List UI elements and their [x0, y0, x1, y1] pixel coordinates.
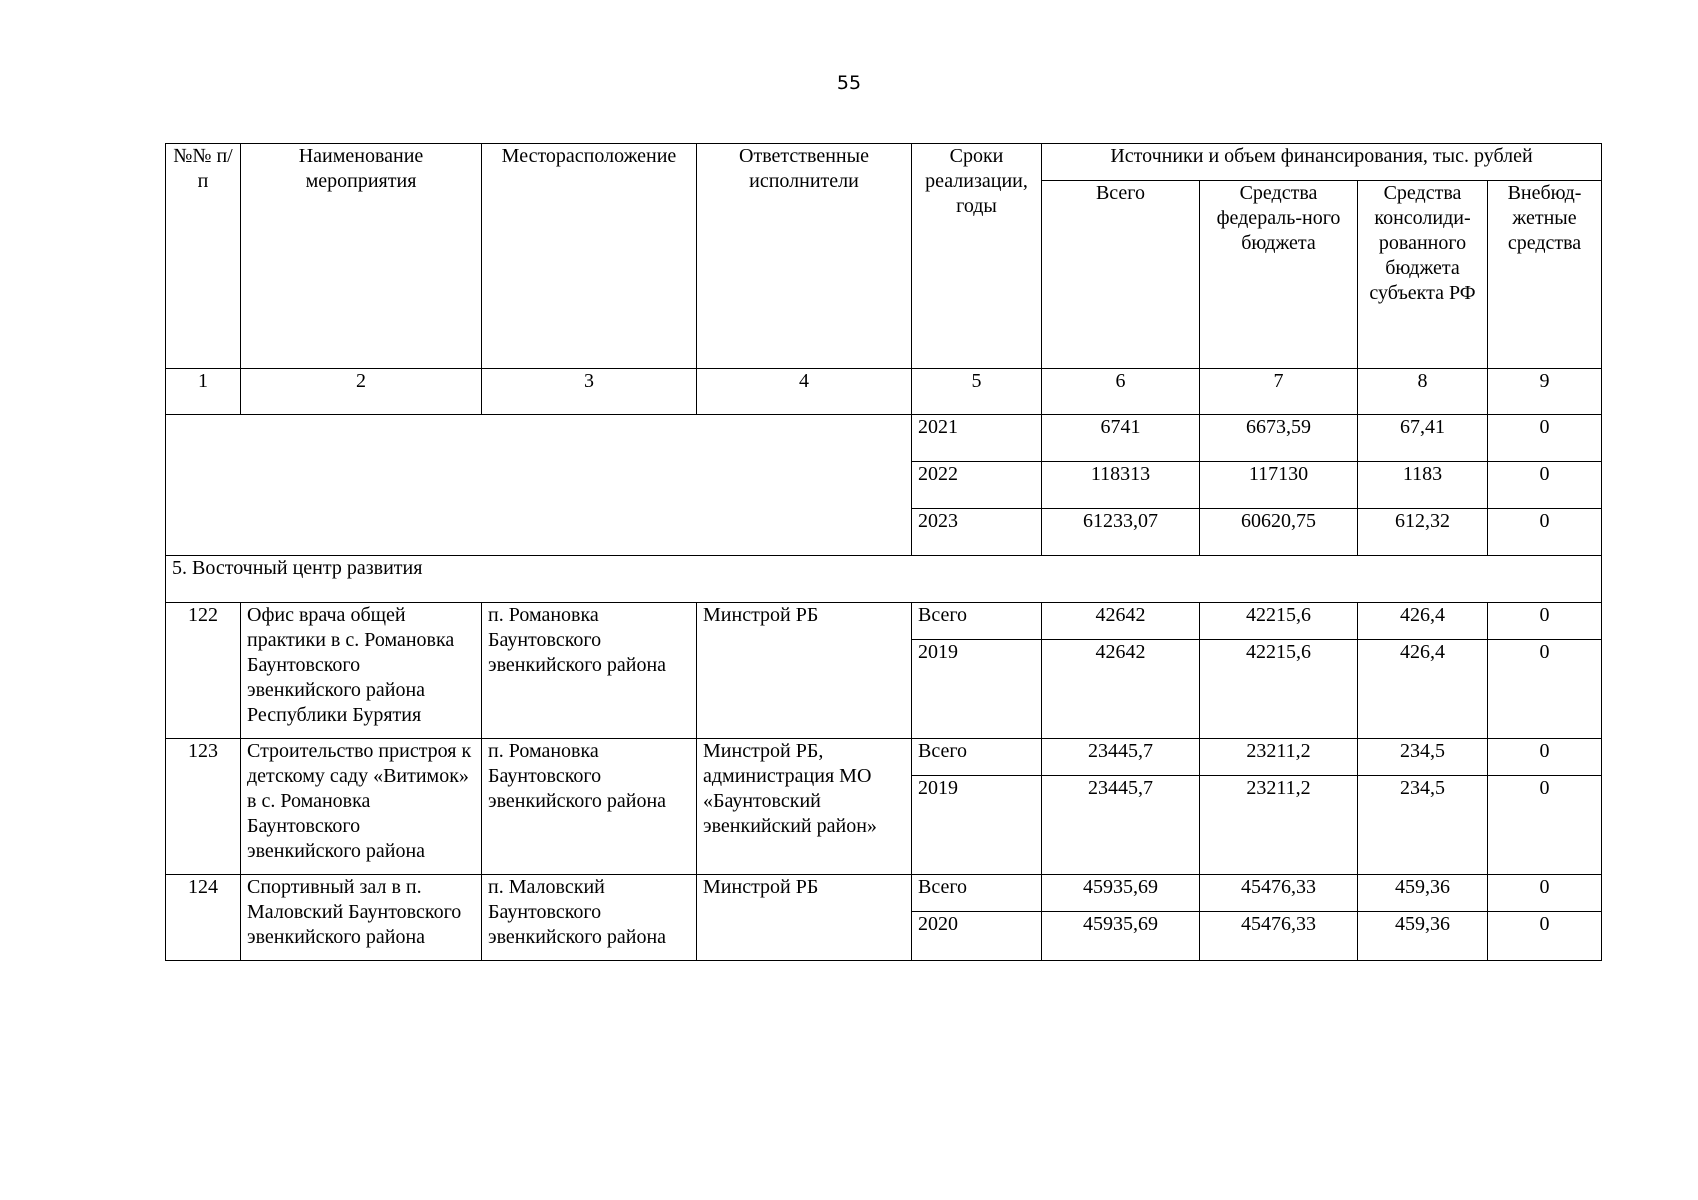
extrabudget-cell: 0: [1488, 509, 1602, 556]
federal-cell: 42215,6: [1200, 640, 1358, 739]
total-cell: 23445,7: [1042, 739, 1200, 776]
extrabudget-cell: 0: [1488, 603, 1602, 640]
header-extrabudget: Внебюд-жетные средства: [1488, 181, 1602, 369]
item-location: п. Романовка Баунтовского эвенкийского района: [482, 739, 697, 875]
period-cell: 2019: [912, 776, 1042, 875]
header-total: Всего: [1042, 181, 1200, 369]
extrabudget-cell: 0: [1488, 739, 1602, 776]
item-number: 122: [166, 603, 241, 739]
federal-cell: 42215,6: [1200, 603, 1358, 640]
regional-cell: 612,32: [1358, 509, 1488, 556]
blank-cell: [166, 415, 912, 556]
total-cell: 23445,7: [1042, 776, 1200, 875]
extrabudget-cell: 0: [1488, 875, 1602, 912]
federal-cell: 23211,2: [1200, 739, 1358, 776]
column-number: 7: [1200, 369, 1358, 415]
table-row: [166, 739, 1602, 776]
total-cell: 45935,69: [1042, 875, 1200, 912]
table-row: [166, 415, 1602, 462]
extrabudget-cell: 0: [1488, 640, 1602, 739]
item-responsible: Минстрой РБ, администрация МО «Баунтовский эвенкийский район»: [697, 739, 912, 875]
column-number: 1: [166, 369, 241, 415]
column-number: 2: [241, 369, 482, 415]
column-number: 8: [1358, 369, 1488, 415]
extrabudget-cell: 0: [1488, 415, 1602, 462]
total-cell: 42642: [1042, 640, 1200, 739]
item-name: Офис врача общей практики в с. Романовка Баунтовского эвенкийского района Республики Бурятия: [241, 603, 482, 739]
regional-cell: 234,5: [1358, 739, 1488, 776]
regional-cell: 459,36: [1358, 912, 1488, 961]
column-number-row: [166, 369, 1602, 415]
page-number: 55: [836, 72, 862, 94]
table-row: [166, 603, 1602, 640]
item-name: Строительство пристроя к детскому саду «Витимок» в с. Романовка Баунтовского эвенкийского района: [241, 739, 482, 875]
header-period: Сроки реализации, годы: [912, 144, 1042, 369]
federal-cell: 6673,59: [1200, 415, 1358, 462]
total-cell: 61233,07: [1042, 509, 1200, 556]
header-federal: Средства федераль-ного бюджета: [1200, 181, 1358, 369]
header-row: [166, 144, 1602, 181]
regional-cell: 426,4: [1358, 640, 1488, 739]
period-cell: 2021: [912, 415, 1042, 462]
column-number: 9: [1488, 369, 1602, 415]
column-number: 3: [482, 369, 697, 415]
period-cell: Всего: [912, 875, 1042, 912]
federal-cell: 60620,75: [1200, 509, 1358, 556]
header-responsible: Ответственные исполнители: [697, 144, 912, 369]
total-cell: 42642: [1042, 603, 1200, 640]
extrabudget-cell: 0: [1488, 776, 1602, 875]
item-responsible: Минстрой РБ: [697, 875, 912, 961]
regional-cell: 67,41: [1358, 415, 1488, 462]
column-number: 5: [912, 369, 1042, 415]
federal-cell: 45476,33: [1200, 912, 1358, 961]
period-cell: 2022: [912, 462, 1042, 509]
federal-cell: 23211,2: [1200, 776, 1358, 875]
item-location: п. Романовка Баунтовского эвенкийского района: [482, 603, 697, 739]
item-responsible: Минстрой РБ: [697, 603, 912, 739]
table-row: [166, 875, 1602, 912]
period-cell: 2023: [912, 509, 1042, 556]
federal-cell: 45476,33: [1200, 875, 1358, 912]
period-cell: 2019: [912, 640, 1042, 739]
period-cell: 2020: [912, 912, 1042, 961]
section-row: [166, 556, 1602, 603]
regional-cell: 1183: [1358, 462, 1488, 509]
regional-cell: 426,4: [1358, 603, 1488, 640]
regional-cell: 459,36: [1358, 875, 1488, 912]
total-cell: 6741: [1042, 415, 1200, 462]
header-name: Наименование мероприятия: [241, 144, 482, 369]
federal-cell: 117130: [1200, 462, 1358, 509]
extrabudget-cell: 0: [1488, 912, 1602, 961]
period-cell: Всего: [912, 603, 1042, 640]
item-number: 124: [166, 875, 241, 961]
header-num: №№ п/п: [166, 144, 241, 369]
regional-cell: 234,5: [1358, 776, 1488, 875]
total-cell: 45935,69: [1042, 912, 1200, 961]
item-name: Спортивный зал в п. Маловский Баунтовского эвенкийского района: [241, 875, 482, 961]
item-location: п. Маловский Баунтовского эвенкийского района: [482, 875, 697, 961]
total-cell: 118313: [1042, 462, 1200, 509]
header-financing: Источники и объем финансирования, тыс. рублей: [1042, 144, 1602, 181]
financing-table: [165, 143, 1602, 961]
section-title: 5. Восточный центр развития: [166, 556, 1602, 603]
header-regional: Средства консолиди-рованного бюджета субъекта РФ: [1358, 181, 1488, 369]
item-number: 123: [166, 739, 241, 875]
header-location: Месторасположение: [482, 144, 697, 369]
column-number: 4: [697, 369, 912, 415]
column-number: 6: [1042, 369, 1200, 415]
extrabudget-cell: 0: [1488, 462, 1602, 509]
period-cell: Всего: [912, 739, 1042, 776]
